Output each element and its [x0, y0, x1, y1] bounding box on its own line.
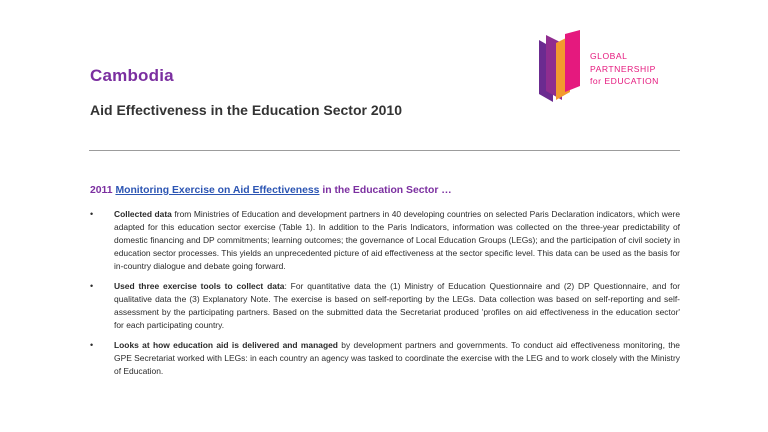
logo-text-partnership: PARTNERSHIP — [590, 63, 656, 74]
gpe-logo — [533, 30, 683, 116]
header-divider — [89, 150, 680, 151]
bullet-icon: • — [90, 209, 94, 219]
bullet-lead: Looks at how education aid is delivered and managed — [114, 340, 338, 350]
logo-text-global: GLOBAL — [590, 51, 628, 61]
country-title: Cambodia — [90, 66, 174, 85]
list-item — [90, 339, 680, 378]
list-item — [90, 208, 680, 273]
document-subtitle: Aid Effectiveness in the Education Sector 2010 — [90, 102, 402, 118]
bullet-lead: Used three exercise tools to collect data — [114, 281, 285, 291]
bullet-icon: • — [90, 281, 94, 291]
section-heading-suffix: in the Education Sector … — [319, 185, 452, 196]
list-item — [90, 280, 680, 332]
section-heading-prefix: 2011 — [90, 185, 116, 196]
monitoring-exercise-link[interactable]: Monitoring Exercise on Aid Effectiveness — [115, 185, 320, 196]
bullet-icon: • — [90, 340, 94, 350]
logo-text-education: for EDUCATION — [590, 76, 659, 86]
gpe-book-icon — [533, 30, 589, 116]
section-heading — [90, 185, 452, 196]
bullet-text: from Ministries of Education and development partners in 40 developing countries on selected Paris Declaration indicators, which were adapted for this education sector exercise (Table 1). In addition to the Paris Indicators, information was collected on the three-year predictability of domestic financing and DP commitments; learning outcomes; the governance of Local Education Groups (LEGs); and the participation of civil society in education sector processes. This yields an unprecedented picture of aid effectiveness at the sector specific level. This data can be used as the basis for in-country dialogue and debate going forward. — [114, 209, 681, 271]
bullet-lead: Collected data — [114, 209, 172, 219]
bullet-text: by development partners and governments. To conduct aid effectiveness monitoring, the GPE Secretariat worked with LEGs: in each country an agency was tasked to coordinate the exercise with the LEG and to work closely with the Ministry of Education. — [114, 340, 680, 376]
bullet-text: : For quantitative data the (1) Ministry of Education Questionnaire and (2) DP Questionnaire, and for qualitative data the (3) Explanatory Note. The exercise is based on self-reporting by the LEGs. Data collection was based on self-reporting and self-assessment by the participating partners. Based on the submitted data the Secretariat produced 'profiles on aid effectiveness in the education sector' for each participating country. — [114, 281, 680, 330]
bullet-list — [90, 208, 680, 385]
